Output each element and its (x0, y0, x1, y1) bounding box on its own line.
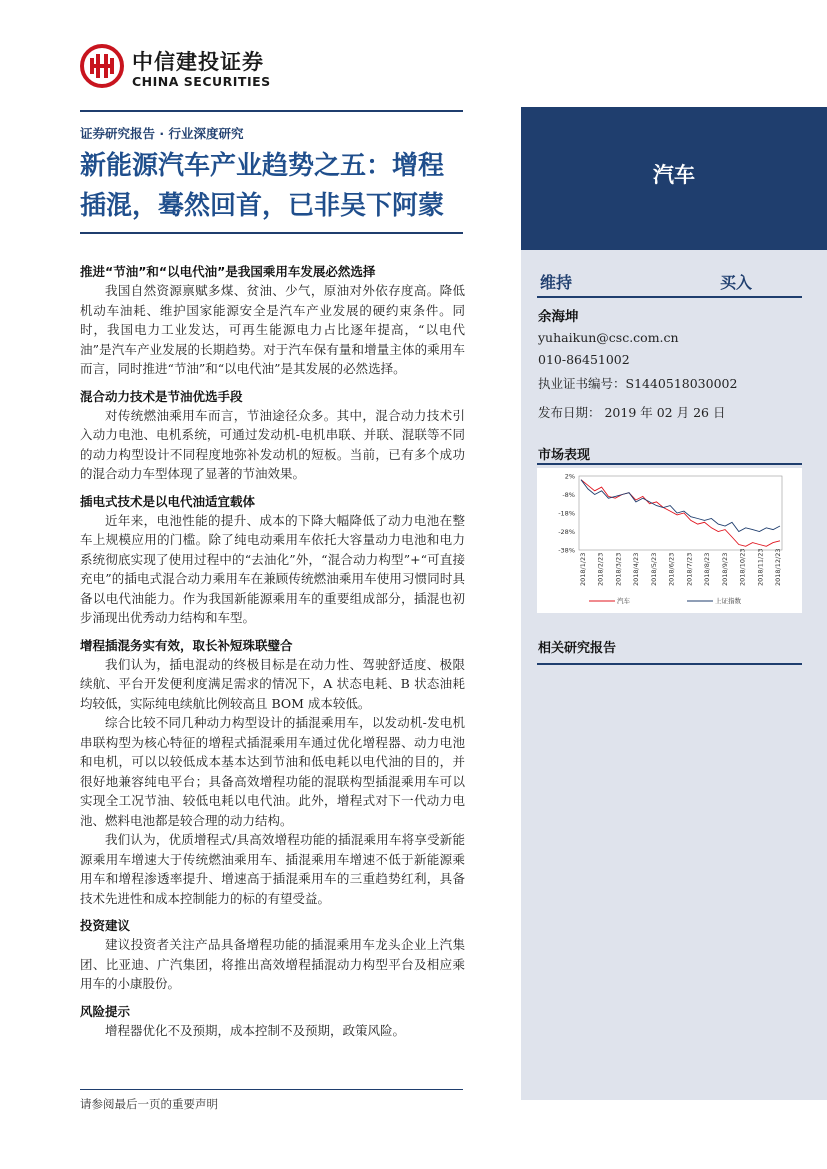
report-section (80, 916, 465, 994)
footer-disclaimer: 请参阅最后一页的重要声明 (80, 1097, 218, 1111)
analyst-license: 执业证书编号：S1440518030002 (538, 376, 738, 391)
analyst-phone: 010-86451002 (538, 352, 630, 367)
rating-label: 维持 (540, 273, 573, 292)
report-section (80, 492, 465, 628)
report-section (80, 262, 465, 379)
y-tick-label: 2% (564, 472, 575, 481)
legend-label: 上证指数 (715, 597, 741, 605)
section-heading: 投资建议 (80, 918, 131, 933)
citic-logo-icon (80, 44, 124, 88)
brand-name-en: CHINA SECURITIES (132, 74, 271, 89)
section-paragraph: 综合比较不同几种动力构型设计的插混乘用车，以发动机-发电机串联构型为核心特征的增程式插混乘用车通过优化增程器、动力电池和电机，可以以较低成本基本达到节油和低电耗以电代油的目的，并很好地兼容纯电平台；具备高效增程功能的混联构型插混乘用车可以实现全工况节油、较低电耗以电代油。此外，增程式对下一代动力电池、燃料电池都是较合理的动力结构。 (80, 715, 465, 828)
section-paragraph: 对传统燃油乘用车而言，节油途径众多。其中，混合动力技术引入动力电池、电机系统，可通过发动机-电机串联、并联、混联等不同的动力构型设计不同程度地弥补发动机的短板。当前，已有多个成功的混合动力车型体现了显著的节油效果。 (80, 407, 465, 481)
sector-name: 汽车 (653, 163, 695, 187)
x-tick-label: 2018/11/23 (756, 548, 765, 586)
report-section (80, 1002, 465, 1041)
x-tick-label: 2018/5/23 (649, 552, 658, 586)
section-paragraph: 增程器优化不及预期，成本控制不及预期，政策风险。 (105, 1022, 406, 1038)
main-content (80, 262, 465, 1048)
x-tick-label: 2018/3/23 (614, 552, 623, 586)
market-performance-chart (537, 468, 802, 613)
section-heading: 混合动力技术是节油优选手段 (80, 388, 243, 404)
section-heading: 风险提示 (80, 1003, 131, 1019)
x-tick-label: 2018/2/23 (596, 552, 605, 586)
sector-banner (521, 107, 827, 250)
document-type: 证券研究报告 · 行业深度研究 (80, 126, 244, 141)
related-rule (537, 663, 802, 665)
x-tick-label: 2018/7/23 (685, 552, 694, 586)
section-paragraph: 我国自然资源禀赋多煤、贫油、少气，原油对外依存度高。降低机动车油耗、维护国家能源安全是汽车产业发展的硬约束条件。同时，我国电力工业发达，可再生能源电力占比逐年提高，“以电代油”是汽车产业发展的长期趋势。对于汽车保有量和增量主体的乘用车而言，同时推进“节油”和“以电代油”是其发展的必然选择。 (80, 283, 465, 376)
title-line: 新能源汽车产业趋势之五：增程 (80, 151, 445, 181)
section-heading: 插电式技术是以电代油适宜载体 (80, 493, 256, 509)
x-tick-label: 2018/1/23 (579, 552, 587, 586)
analyst-email[interactable]: yuhaikun@csc.com.cn (538, 330, 679, 345)
footer-rule (80, 1089, 463, 1090)
x-tick-label: 2018/8/23 (703, 552, 712, 586)
x-tick-label: 2018/10/23 (738, 548, 747, 586)
analyst-name: 余海坤 (538, 309, 579, 325)
section-paragraph: 建议投资者关注产品具备增程功能的插混乘用车龙头企业上汽集团、比亚迪、广汽集团，将推出高效增程插混动力构型平台及相应乘用车的小康股份。 (80, 937, 465, 991)
header-rule (80, 110, 463, 112)
section-paragraph: 我们认为，插电混动的终极目标是在动力性、驾驶舒适度、极限续航、平台开发便利度满足需求的情况下，A 状态电耗、B 状态油耗均较低，实际纯电续航比例较高且 BOM 成本较低。 (80, 656, 465, 711)
section-paragraph: 近年来，电池性能的提升、成本的下降大幅降低了动力电池在整车上规模应用的门槛。除了纯电动乘用车依托大容量动力电池和电力系统彻底实现了使用过程中的“去油化”外，“混合动力构型”+“可直接充电”的插电式混合动力乘用车在兼顾传统燃油乘用车使用习惯同时具备以电代油能力。作为我国新能源乘用车的重要组成部分，插混也初步涌现出优秀动力结构和车型。 (80, 512, 465, 625)
report-section (80, 387, 465, 484)
title-rule (80, 232, 463, 234)
y-tick-label: -28% (558, 528, 575, 536)
x-tick-label: 2018/6/23 (667, 552, 676, 586)
y-tick-label: -38% (558, 546, 575, 555)
x-tick-label: 2018/9/23 (720, 552, 729, 586)
x-tick-label: 2018/4/23 (632, 552, 641, 586)
rating-value: 买入 (720, 273, 753, 292)
x-tick-label: 2018/12/23 (774, 548, 782, 586)
brand-logo (80, 44, 300, 96)
y-tick-label: -8% (562, 491, 575, 499)
rating-rule (537, 296, 802, 298)
report-section (80, 636, 465, 909)
section-heading: 增程插混务实有效，取长补短珠联璧合 (80, 637, 293, 653)
section-heading: 推进“节油”和“以电代油”是我国乘用车发展必然选择 (80, 264, 376, 279)
brand-name-cn: 中信建投证券 (132, 50, 264, 74)
y-tick-label: -18% (558, 509, 575, 518)
legend-label: 汽车 (617, 597, 630, 605)
related-reports-label: 相关研究报告 (538, 641, 617, 656)
market-rule (537, 463, 802, 465)
publish-date: 发布日期： 2019 年 02 月 26 日 (538, 405, 726, 420)
title-line: 插混，蓦然回首，已非吴下阿蒙 (80, 191, 445, 221)
market-performance-label: 市场表现 (538, 448, 591, 463)
section-paragraph: 我们认为，优质增程式/具高效增程功能的插混乘用车将享受新能源乘用车增速大于传统燃油乘用车、插混乘用车增速不低于新能源乘用车和增程渗透率提升、增速高于插混乘用车的三重趋势红利，具备技术先进性和成本控制能力的标的有望受益。 (80, 832, 465, 906)
report-title (80, 146, 510, 226)
